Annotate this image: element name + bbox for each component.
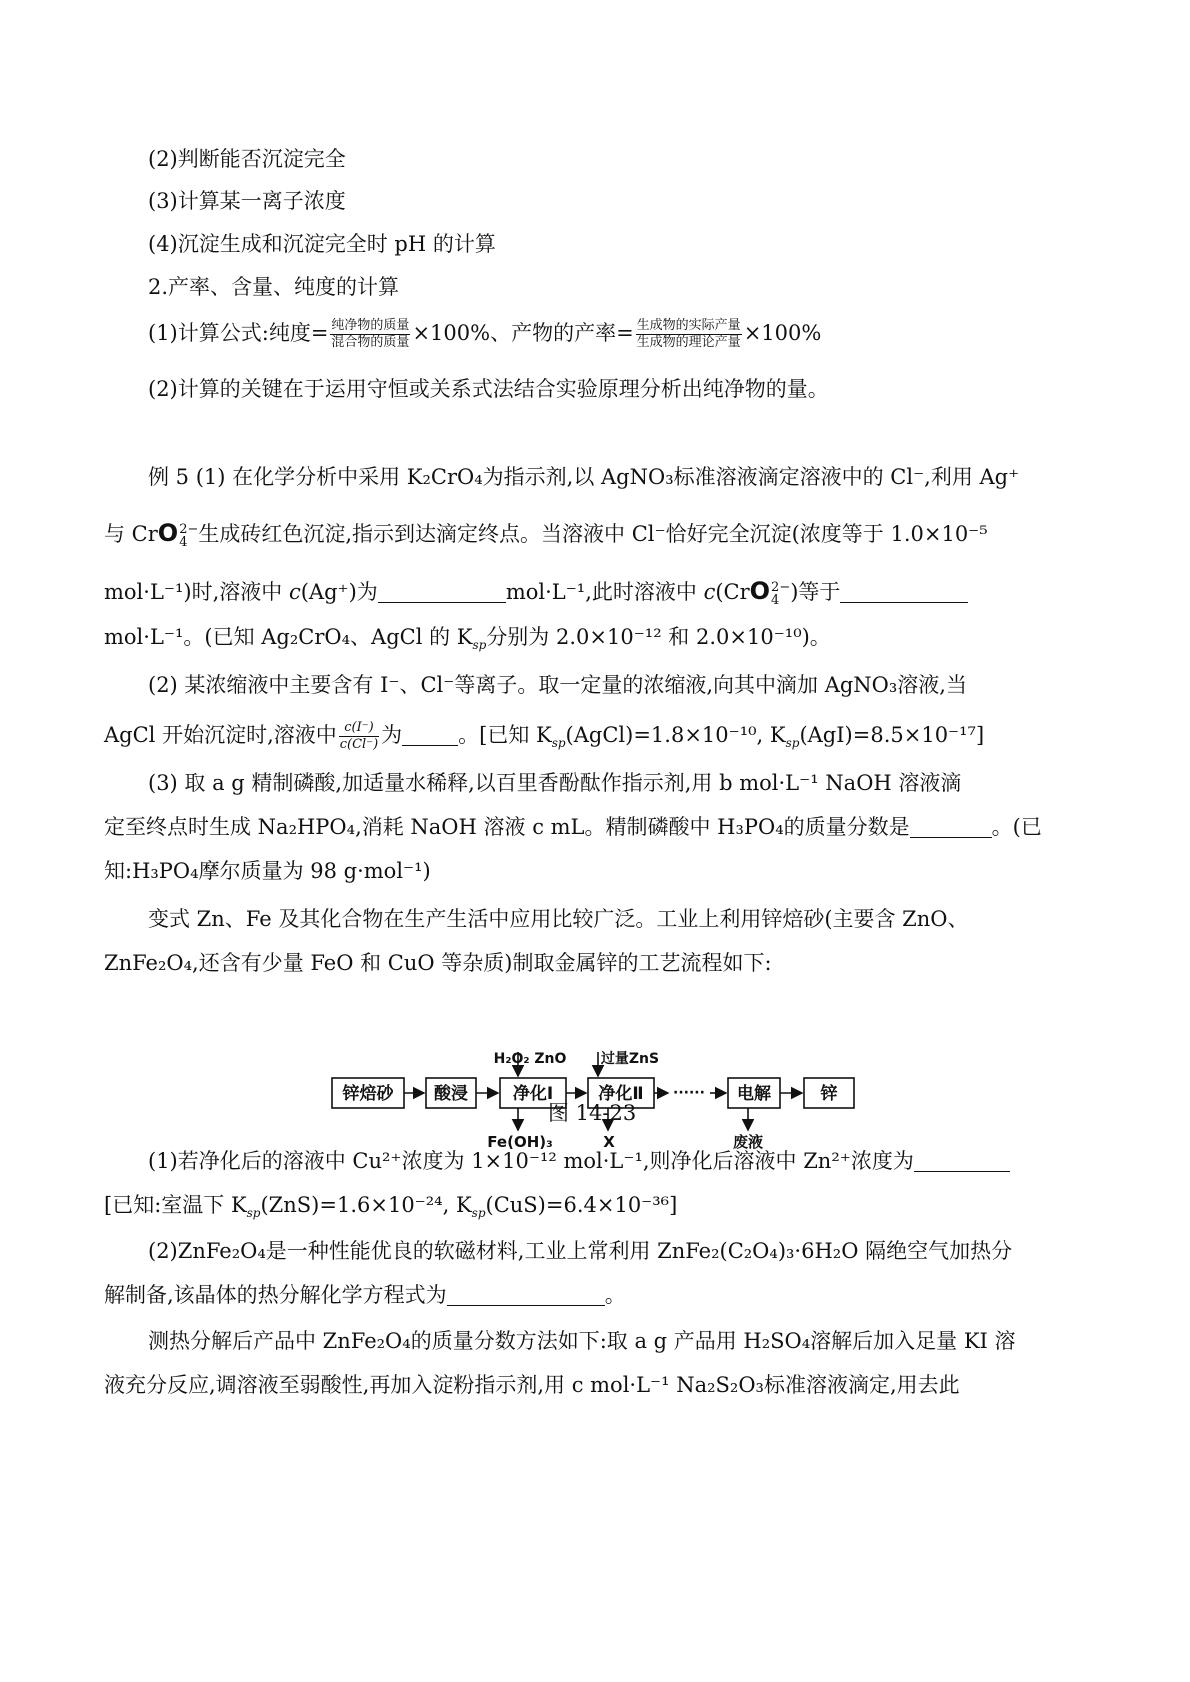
q2b: 解制备,该晶体的热分解化学方程式为 — [104, 1283, 447, 1307]
yield-fraction — [636, 318, 742, 351]
label-purify-2: 净化Ⅱ — [598, 1084, 644, 1104]
ex5-part2-line1: (2) 某浓缩液中主要含有 I⁻、Cl⁻等离子。取一定量的浓缩液,向其中滴加 AgNO₃溶液,当 — [148, 673, 967, 697]
answer-blank-ag[interactable] — [378, 580, 506, 603]
q2c: 。 — [604, 1283, 626, 1307]
label-h2o2-zno: H₂O₂ ZnO — [493, 1051, 567, 1067]
ex5-p2c: 为 — [381, 723, 403, 747]
ex5-line2 — [104, 518, 988, 549]
label-electrolysis: 电解 — [737, 1084, 771, 1104]
answer-blank-h3po4[interactable] — [910, 815, 992, 838]
ksp-sub-2: sp — [551, 736, 566, 751]
ex5-part2-line2 — [104, 720, 984, 753]
figure-caption: 图 14-23 — [548, 1101, 637, 1125]
ex5-l3a: mol·L⁻¹)时,溶液中 — [104, 580, 289, 604]
ex5-p3b: 定至终点时生成 Na₂HPO₄,消耗 NaOH 溶液 c mL。精制磷酸中 H₃PO₄的质量分数是 — [104, 815, 910, 839]
ex5-p3c: 。(已 — [991, 815, 1042, 839]
label-zinc-calcine: 锌焙砂 — [342, 1084, 394, 1104]
ion-o-2: O — [749, 577, 771, 605]
variant-line2: ZnFe₂O₄,还含有少量 FeO 和 CuO 等杂质)制取金属锌的工艺流程如下: — [104, 951, 772, 975]
ion-charge-2: 2− — [771, 579, 791, 595]
ex5-l4: mol·L⁻¹。(已知 Ag₂CrO₄、AgCl 的 K — [104, 625, 473, 649]
q1d: (CuS)=6.4×10⁻³⁶] — [485, 1193, 678, 1217]
c-symbol: c — [288, 580, 301, 604]
yield-den: 生成物的理论产量 — [636, 335, 741, 350]
ex5-l3d: (Cr — [715, 580, 750, 604]
variant-q1-line2 — [104, 1190, 677, 1220]
purity-den: 混合物的质量 — [331, 335, 410, 350]
ex5-p2e: (AgCl)=1.8×10⁻¹⁰, K — [565, 723, 786, 747]
label-purify-1: 净化Ⅰ — [512, 1084, 554, 1104]
answer-blank-cro4[interactable] — [840, 580, 968, 603]
answer-blank-equation[interactable] — [447, 1283, 605, 1306]
ion-sub-2: 4 — [771, 592, 780, 608]
ion-charge: 2− — [179, 521, 199, 537]
ksp-sub-3: sp — [785, 736, 800, 751]
method-line1: 测热分解后产品中 ZnFe₂O₄的质量分数方法如下:取 a g 产品用 H₂SO₄溶解后加入足量 KI 溶 — [148, 1329, 1016, 1353]
label-acid-leach: 酸浸 — [434, 1084, 468, 1104]
formula-text-c: ×100% — [743, 321, 822, 345]
ex5-p2d: 。[已知 K — [458, 723, 552, 747]
ion-o: O — [157, 519, 179, 547]
method-line2: 液充分反应,调溶液至弱酸性,再加入淀粉指示剂,用 c mol·L⁻¹ Na₂S₂O₃标准溶液滴定,用去此 — [104, 1373, 960, 1397]
ex5-l2b: 生成砖红色沉淀,指示到达滴定终点。当溶液中 Cl⁻恰好完全沉淀(浓度等于 1.0×10⁻⁵ — [198, 522, 988, 546]
label-waste-liquid: 废液 — [732, 1133, 764, 1150]
variant-q1-line1 — [148, 1146, 1010, 1176]
label-x: X — [603, 1133, 615, 1150]
ex5-part3-line1: (3) 取 a g 精制磷酸,加适量水稀释,以百里香酚酞作指示剂,用 b mol·L⁻¹ NaOH 溶液滴 — [148, 771, 962, 795]
answer-blank-zn[interactable] — [914, 1149, 1010, 1172]
item-4: (4)沉淀生成和沉淀完全时 pH 的计算 — [148, 232, 496, 256]
answer-blank-ratio[interactable] — [402, 723, 458, 746]
ex5-l3e: )等于 — [790, 580, 841, 604]
q1b: [已知:室温下 K — [104, 1193, 247, 1217]
ksp-sub-4: sp — [246, 1206, 261, 1221]
ex5-l2a: 与 Cr — [104, 522, 158, 546]
ex5-p2b: AgCl 开始沉淀时,溶液中 — [104, 723, 337, 747]
ex5-part3-line2 — [104, 812, 1042, 842]
ex5-part3-line3: 知:H₃PO₄摩尔质量为 98 g·mol⁻¹) — [104, 859, 431, 883]
variant-q2-line2 — [104, 1280, 626, 1310]
ex5-line3 — [104, 576, 968, 607]
purity-num: 纯净物的质量 — [331, 318, 410, 333]
label-excess-zns: 过量ZnS — [600, 1051, 660, 1067]
ratio-den: c(Cl⁻) — [339, 737, 379, 752]
formula-line — [148, 318, 821, 351]
ex5-line1: 例 5 (1) 在化学分析中采用 K₂CrO₄为指示剂,以 AgNO₃标准溶液滴定溶液中的 Cl⁻,利用 Ag⁺ — [148, 465, 1020, 489]
ratio-num: c(I⁻) — [339, 720, 379, 737]
purity-fraction — [330, 318, 410, 351]
yield-num: 生成物的实际产量 — [636, 318, 741, 333]
formula-text-b: ×100%、产物的产率= — [412, 321, 634, 345]
item-2: (2)判断能否沉淀完全 — [148, 147, 346, 171]
ex5-l3c: mol·L⁻¹,此时溶液中 — [505, 580, 704, 604]
label-zinc: 锌 — [820, 1084, 838, 1104]
variant-line1: 变式 Zn、Fe 及其化合物在生产生活中应用比较广泛。工业上利用锌焙砂(主要含 ZnO、 — [148, 907, 969, 931]
ksp-sub-5: sp — [471, 1206, 486, 1221]
q1a: (1)若净化后的溶液中 Cu²⁺浓度为 1×10⁻¹² mol·L⁻¹,则净化后溶液中 Zn²⁺浓度为 — [148, 1149, 914, 1173]
ex5-l4c: 分别为 2.0×10⁻¹² 和 2.0×10⁻¹⁰)。 — [486, 625, 831, 649]
c-symbol-2: c — [703, 580, 716, 604]
ex5-p2f: (AgI)=8.5×10⁻¹⁷] — [799, 723, 985, 747]
label-feoh3: Fe(OH)₃ — [487, 1133, 553, 1150]
ksp-sub: sp — [472, 638, 487, 653]
label-ellipsis: ······ — [673, 1085, 705, 1101]
ion-sub: 4 — [179, 534, 188, 550]
ex5-line4 — [104, 622, 831, 652]
variant-q2-line1: (2)ZnFe₂O₄是一种性能优良的软磁材料,工业上常利用 ZnFe₂(C₂O₄)₃·6H₂O 隔绝空气加热分 — [148, 1239, 1013, 1263]
ratio-fraction — [339, 720, 379, 753]
q1c: (ZnS)=1.6×10⁻²⁴, K — [260, 1193, 472, 1217]
ex5-l3b: (Ag⁺)为 — [300, 580, 378, 604]
chromate-ion-indices — [179, 523, 198, 549]
calc-key: (2)计算的关键在于运用守恒或关系式法结合实验原理分析出纯净物的量。 — [148, 377, 829, 401]
formula-text-a: (1)计算公式:纯度= — [148, 321, 329, 345]
item-3: (3)计算某一离子浓度 — [148, 189, 346, 213]
section-2-heading: 2.产率、含量、纯度的计算 — [148, 275, 400, 299]
chromate-ion-indices-2 — [771, 581, 790, 607]
